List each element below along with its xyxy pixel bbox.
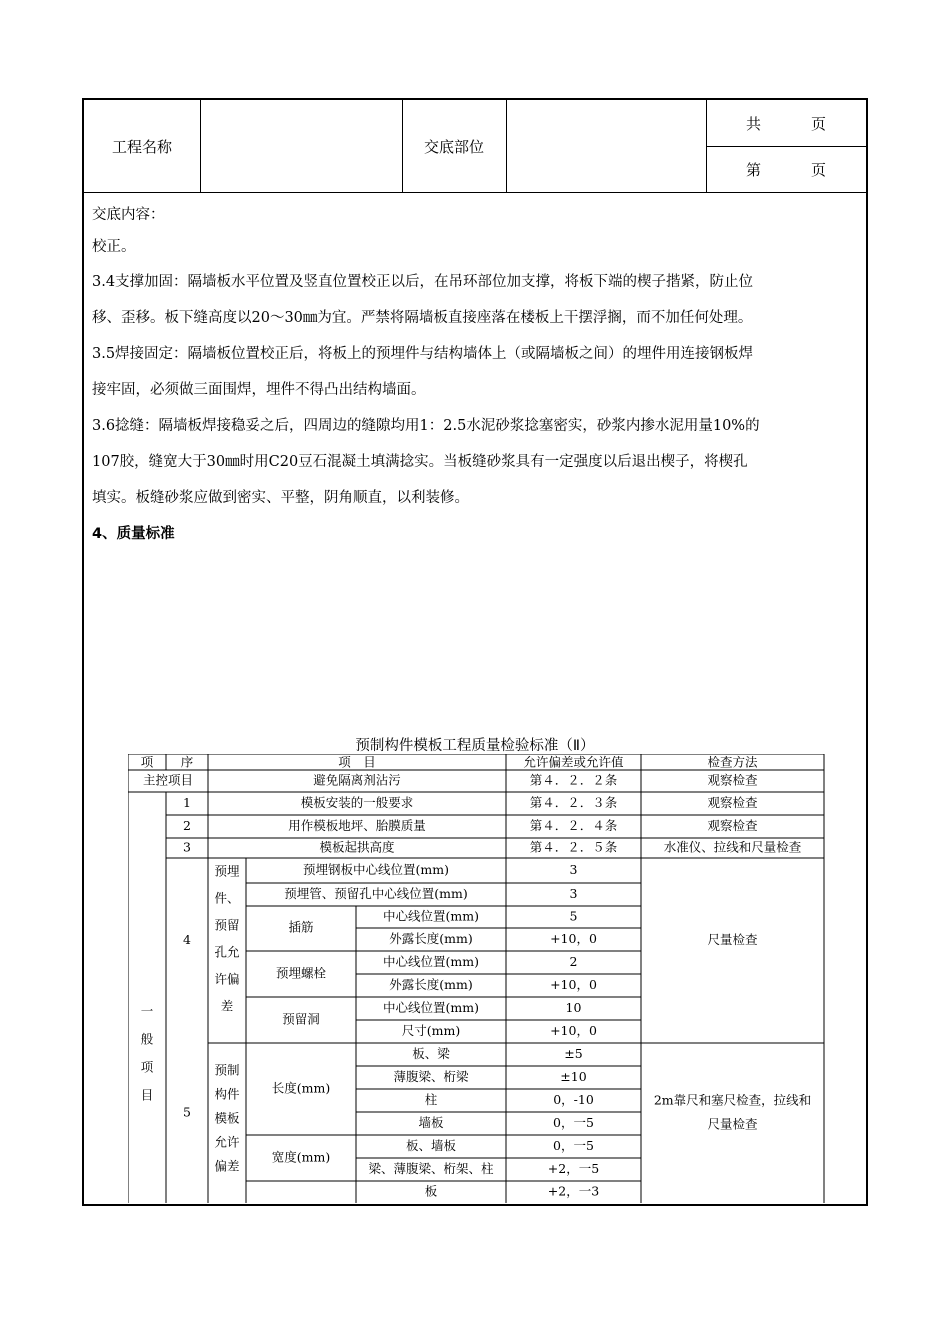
- row-item: 模板起拱高度: [319, 839, 395, 855]
- group5-subitem: 板: [424, 1183, 438, 1199]
- form-header: [84, 100, 866, 193]
- group4-category-char: 许偏: [214, 971, 240, 987]
- group5-subitem: 梁、薄腹梁、桁架、柱: [368, 1161, 494, 1176]
- group5-category-char: 模板: [214, 1110, 240, 1126]
- main-value: 第４．２．２条: [529, 772, 618, 788]
- group4-category-char: 预留: [214, 917, 240, 933]
- content-line: 接牢固，必须做三面围焊，埋件不得凸出结构墙面。: [92, 382, 426, 398]
- location-label: 交底部位: [423, 137, 484, 156]
- group4-method: 尺量检查: [707, 932, 758, 947]
- content-line: 填实。板缝砂浆应做到密实、平整，阴角顺直，以利装修。: [92, 490, 469, 506]
- group4-category-char: 差: [220, 998, 234, 1014]
- group5-subitem: 薄腹梁、桁梁: [393, 1069, 469, 1084]
- group5-subitem: 板、墙板: [405, 1138, 457, 1153]
- page-number: 第 页: [746, 160, 827, 179]
- group4-category-char: 件、: [214, 890, 240, 906]
- group4-item: 预埋螺栓: [275, 965, 327, 981]
- group5-length-label: 长度(mm): [271, 1080, 331, 1096]
- group5-value: ±10: [560, 1069, 587, 1084]
- row-method: 水准仪、拉线和尺量检查: [663, 839, 802, 855]
- main-item: 避免隔离剂沾污: [313, 772, 401, 788]
- group4-value: 5: [569, 908, 578, 924]
- group4-category-char: 孔允: [214, 944, 240, 960]
- group5-value: 0，一5: [553, 1138, 594, 1153]
- group4-subitem: 外露长度(mm): [389, 977, 473, 992]
- total-pages: 共 页: [706, 100, 866, 147]
- group4-value: +10，0: [550, 931, 597, 946]
- form-frame: [82, 98, 868, 1206]
- group4-subitem: 中心线位置(mm): [383, 954, 479, 969]
- group5-value: 0，-10: [553, 1092, 594, 1107]
- group5-subitem: 板、梁: [412, 1046, 450, 1061]
- general-label-char: 般: [140, 1031, 154, 1047]
- content-body: [92, 200, 862, 552]
- row-value: 第４．２．５条: [529, 839, 618, 855]
- group5-subitem: 柱: [424, 1092, 438, 1107]
- group4-category-char: 预埋: [214, 863, 240, 879]
- content-line: 移、歪移。板下缝高度以20～30㎜为宜。严禁将隔墙板直接座落在楼板上干摆浮搁，而不加任何处理。: [92, 310, 753, 326]
- quality-table: [128, 754, 828, 1204]
- row-item: 用作模板地坪、胎膜质量: [288, 818, 426, 833]
- location-value[interactable]: [506, 100, 706, 192]
- row-seq: 1: [183, 795, 191, 810]
- project-value[interactable]: [200, 100, 402, 192]
- group4-item: 插筋: [288, 919, 314, 935]
- main-method: 观察检查: [707, 772, 758, 788]
- header-tolerance: 允许偏差或允许值: [523, 754, 624, 770]
- group4-item: 预埋管、预留孔中心线位置(mm): [284, 886, 468, 901]
- group5-category-char: 偏差: [214, 1158, 240, 1174]
- group4-value: 3: [569, 862, 578, 877]
- content-intro: 交底内容：: [92, 207, 165, 223]
- content-line: 3.6捻缝：隔墙板焊接稳妥之后，四周边的缝隙均用1：2.5水泥砂浆捻塞密实，砂浆内掺水泥用量10%的: [92, 418, 760, 434]
- group5-method: 2m靠尺和塞尺检查，拉线和: [653, 1092, 812, 1108]
- section-title: 4、质量标准: [92, 526, 175, 542]
- group4-item: 预埋钢板中心线位置(mm): [303, 862, 449, 877]
- row-value: 第４．２．４条: [529, 818, 618, 833]
- group5-category-char: 允许: [214, 1134, 240, 1150]
- group5-category-char: 预制: [214, 1062, 240, 1078]
- group4-subitem: 中心线位置(mm): [383, 908, 479, 924]
- group4-seq: 4: [183, 932, 191, 947]
- project-label: 工程名称: [111, 137, 172, 156]
- general-label-char: 项: [140, 1059, 154, 1075]
- group5-method: 尺量检查: [707, 1116, 758, 1132]
- row-item: 模板安装的一般要求: [300, 795, 414, 810]
- general-label-char: 目: [140, 1087, 154, 1103]
- content-line: 3.4支撑加固：隔墙板水平位置及竖直位置校正以后，在吊环部位加支撑，将板下端的楔子揩紧，防止位: [92, 274, 754, 290]
- group5-category-char: 构件: [214, 1086, 240, 1102]
- table-title: 预制构件模板工程质量检验标准（Ⅱ）: [355, 738, 595, 754]
- group5-value: 0，一5: [553, 1115, 594, 1130]
- group4-value: +10，0: [550, 977, 597, 992]
- group4-subitem: 中心线位置(mm): [383, 1000, 479, 1015]
- group5-width-label: 宽度(mm): [271, 1149, 331, 1165]
- group4-value: 3: [569, 886, 578, 901]
- group4-value: 2: [569, 954, 578, 969]
- group4-subitem: 外露长度(mm): [389, 931, 473, 946]
- header-item: 项: [140, 754, 154, 770]
- group4-subitem: 尺寸(mm): [401, 1023, 461, 1038]
- group4-value: 10: [565, 1000, 582, 1015]
- row-seq: 3: [183, 839, 191, 855]
- header-project: 项 目: [338, 754, 376, 770]
- row-method: 观察检查: [707, 795, 758, 810]
- row-value: 第４．２．３条: [529, 795, 618, 810]
- group5-subitem: 墙板: [418, 1115, 444, 1130]
- group5-seq: 5: [183, 1104, 191, 1120]
- header-method: 检查方法: [707, 754, 758, 770]
- row-method: 观察检查: [707, 818, 758, 833]
- general-label-char: 一: [140, 1003, 154, 1019]
- group4-item: 预留洞: [282, 1011, 320, 1027]
- content-line: 3.5焊接固定：隔墙板位置校正后，将板上的预埋件与结构墙体上（或隔墙板之间）的埋件用连接钢板焊: [92, 346, 754, 362]
- group5-value: ±5: [564, 1046, 583, 1061]
- header-seq: 序: [180, 754, 194, 770]
- row-seq: 2: [183, 818, 191, 833]
- group5-value: +2，一5: [547, 1161, 600, 1176]
- content-line: 校正。: [92, 239, 136, 255]
- main-control-label: 主控项目: [142, 772, 194, 788]
- group4-value: +10，0: [550, 1023, 597, 1038]
- content-line: 107胶，缝宽大于30㎜时用C20豆石混凝土填满捻实。当板缝砂浆具有一定强度以后退出楔子，将楔孔: [92, 454, 748, 470]
- group5-value: +2，一3: [547, 1183, 600, 1199]
